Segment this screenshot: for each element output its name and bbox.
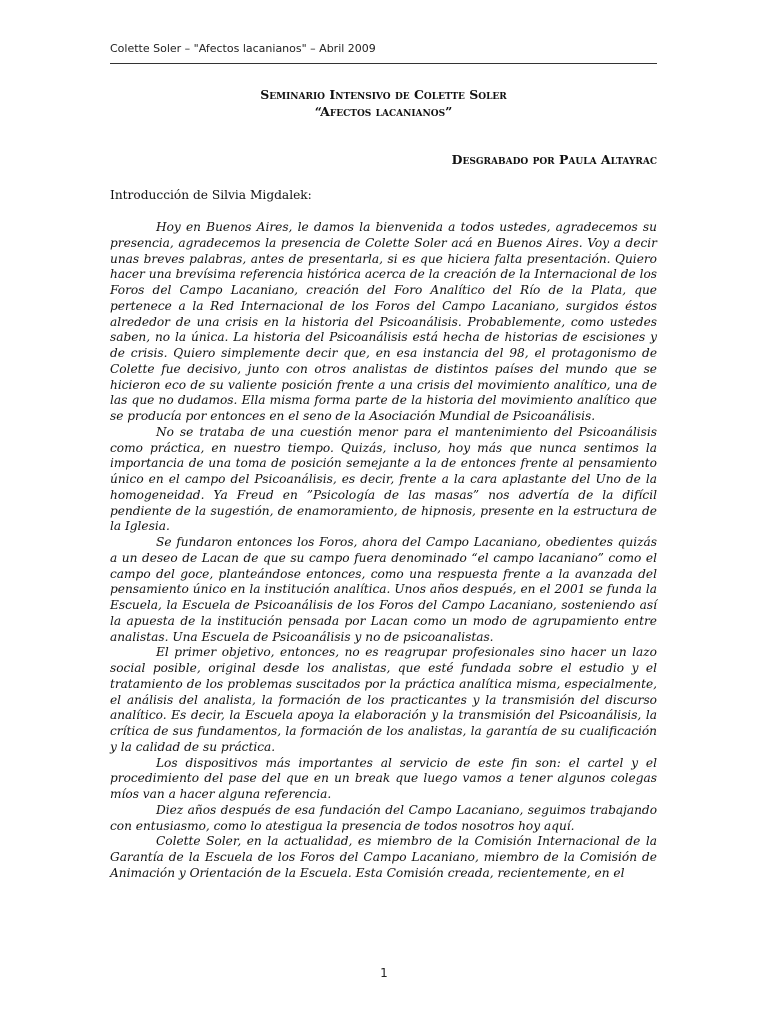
paragraph: Los dispositivos más importantes al servicio de este fin son: el cartel y el procedimiento del pase del que en un break que luego vamos a tener algunos colegas míos van a hacer alguna referencia. xyxy=(110,755,657,801)
paragraph: El primer objetivo, entonces, no es reagrupar profesionales sino hacer un lazo social posible, original desde los analistas, que esté fundada sobre el estudio y el tratamiento de los problemas suscitados por la práctica analítica misma, especialmente, el análisis del analista, la formación de los practicantes y la transmisión del discurso analítico. Es decir, la Escuela apoya la elaboración y la transmisión del Psicoanálisis, la crítica de sus fundamentos, la formación de los analistas, la garantía de su cualificación y la calidad de su práctica. xyxy=(110,645,657,754)
running-header: Colette Soler – "Afectos lacanianos" – Abril 2009 xyxy=(110,42,376,55)
paragraph: Colette Soler, en la actualidad, es miembro de la Comisión Internacional de la Garantía de la Escuela de los Foros del Campo Lacaniano, miembro de la Comisión de Animación y Orientación de la Escuela. Esta Comisión creada, recientemente, en el xyxy=(110,834,657,880)
paragraph: Diez años después de esa fundación del Campo Lacaniano, seguimos trabajando con entusiasmo, como lo atestigua la presencia de todos nosotros hoy aquí. xyxy=(110,802,657,833)
paragraph: No se trataba de una cuestión menor para el mantenimiento del Psicoanálisis como práctica, en nuestro tiempo. Quizás, incluso, hoy más que nunca sentimos la importancia de una toma de posición semejante a la de entonces frente al pensamiento único en el campo del Psicoanálisis, es decir, frente a la cara aplastante del Uno de la homogeneidad. Ya Freud en ”Psicología de las masas” nos advertía de la difícil pendiente de la sugestión, de enamoramiento, de hipnosis, presente en la estructura de la Iglesia. xyxy=(110,424,657,534)
title-line-1: Seminario Intensivo de Colette Soler xyxy=(260,87,507,102)
intro-label: Introducción de Silvia Migdalek: xyxy=(110,188,312,202)
paragraph: Hoy en Buenos Aires, le damos la bienvenida a todos ustedes, agradecemos su presencia, agradecemos la presencia de Colette Soler acá en Buenos Aires. Voy a decir unas breves palabras, antes de presentarla, si es que hiciera falta presentación. Quiero hacer una brevísima referencia histórica acerca de la creación de la Internacional de los Foros del Campo Lacaniano, creación del Foro Analítico del Río de la Plata, que pertenece a la Red Internacional de los Foros del Campo Lacaniano, surgidos éstos alrededor de una crisis en la historia del Psicoanálisis. Probablemente, como ustedes saben, no la única. La historia del Psicoanálisis está hecha de historias de escisiones y de crisis. Quiero simplemente decir que, en esa instancia del 98, el protagonismo de Colette fue decisivo, junto con otros analistas de distintos países del mundo que se hicieron eco de su valiente posición frente a una crisis del movimiento analítico, una de las que no dudamos. Ella misma forma parte de la historia del movimiento analítico que se producía por entonces en el seno de la Asociación Mundial de Psicoanálisis. xyxy=(110,220,657,423)
document-title xyxy=(110,86,657,120)
body-text xyxy=(110,220,657,882)
page-number: 1 xyxy=(380,966,388,980)
paragraph: Se fundaron entonces los Foros, ahora del Campo Lacaniano, obedientes quizás a un deseo de Lacan de que su campo fuera denominado “el campo lacaniano” como el campo del goce, planteándose entonces, como una respuesta frente a la avanzada del pensamiento único en la institución analítica. Unos años después, en el 2001 se funda la Escuela, la Escuela de Psicoanálisis de los Foros del Campo Lacaniano, sosteniendo así la apuesta de la institución pensada por Lacan como un modo de agrupamiento entre analistas. Una Escuela de Psicoanálisis y no de psicoanalistas. xyxy=(110,535,657,644)
byline: Desgrabado por Paula Altayrac xyxy=(451,152,657,167)
header-divider xyxy=(110,63,657,64)
title-line-2: “Afectos lacanianos” xyxy=(314,104,453,119)
